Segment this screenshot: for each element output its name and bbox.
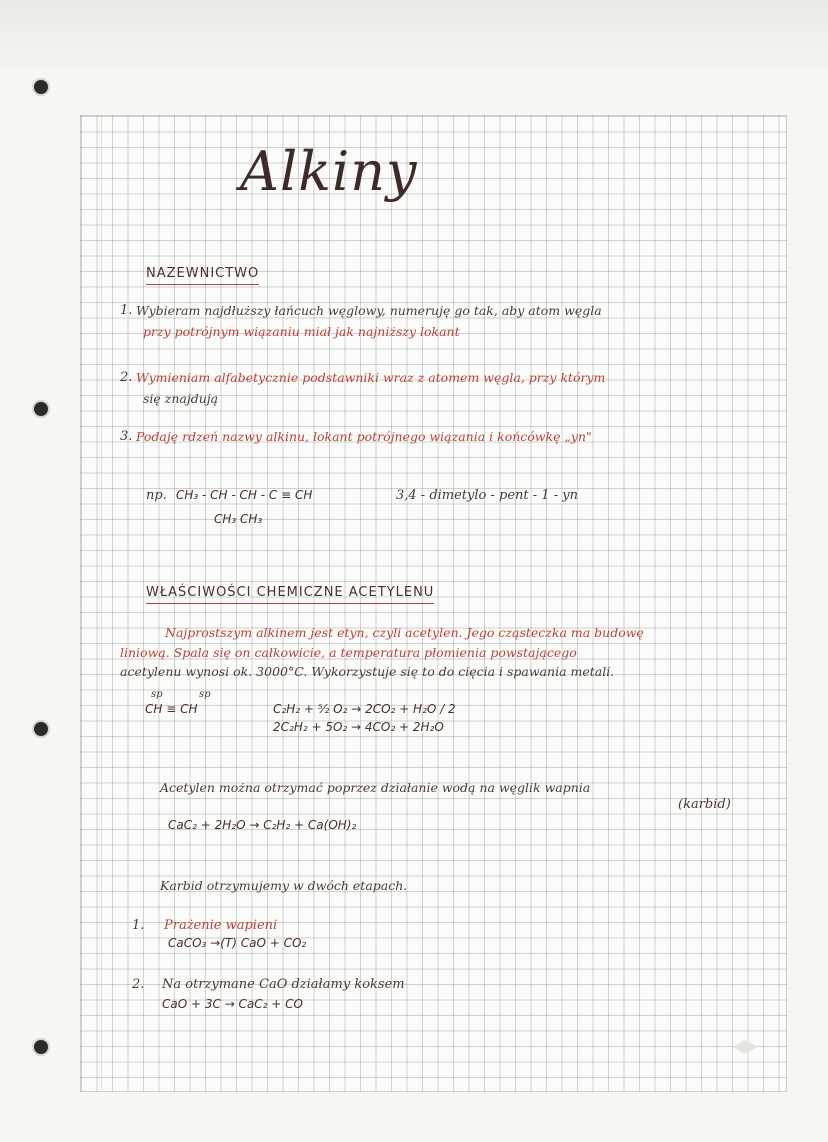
rule-number: 1. <box>120 303 133 318</box>
rule-3-line-1: Podaję rdzeń nazwy alkinu, lokant potrójnego wiązania i końcówkę „yn" <box>136 429 592 444</box>
page-top-band <box>0 0 828 70</box>
example-formula: CH₃ - CH - CH - C ≡ CH <box>176 488 313 502</box>
rule-1-line-1: Wybieram najdłuższy łańcuch węglowy, numeruję go tak, aby atom węgla <box>136 303 602 318</box>
step-number: 2. <box>132 977 145 992</box>
combustion-reaction-1: C₂H₂ + ⁵⁄₂ O₂ → 2CO₂ + H₂O / 2 <box>273 702 456 716</box>
section-heading-properties: WŁAŚCIWOŚCI CHEMICZNE ACETYLENU <box>146 585 435 600</box>
example-prefix: np. <box>146 488 167 503</box>
rule-number: 2. <box>120 370 133 385</box>
acetylene-production-line: Acetylen można otrzymać poprzez działanie wodą na węglik wapnia <box>160 780 591 795</box>
punch-hole <box>34 1040 48 1054</box>
punch-hole <box>34 80 48 94</box>
step-2-reaction: CaO + 3C → CaC₂ + CO <box>162 997 303 1011</box>
paragraph-line-1: Najprostszym alkinem jest etyn, czyli acetylen. Jego cząsteczka ma budowę <box>165 625 644 640</box>
hybridization-label: sp <box>151 689 163 700</box>
margin-line <box>101 115 102 1090</box>
rule-1-line-2: przy potrójnym wiązaniu miał jak najniższy lokant <box>143 324 460 339</box>
acetylene-production-note: (karbid) <box>678 797 731 812</box>
rule-2-line-1: Wymieniam alfabetycznie podstawniki wraz z atomem węgla, przy którym <box>136 370 606 385</box>
punch-hole <box>34 402 48 416</box>
carbide-reaction: CaC₂ + 2H₂O → C₂H₂ + Ca(OH)₂ <box>168 818 357 832</box>
combustion-reaction-2: 2C₂H₂ + 5O₂ → 4CO₂ + 2H₂O <box>273 720 444 734</box>
step-1-title: Prażenie wapieni <box>164 918 278 933</box>
punch-hole <box>34 722 48 736</box>
example-substituents: CH₃ CH₃ <box>214 512 263 526</box>
rule-number: 3. <box>120 429 133 444</box>
step-number: 1. <box>132 918 145 933</box>
step-1-reaction: CaCO₃ →(T) CaO + CO₂ <box>168 936 307 950</box>
step-2-title: Na otrzymane CaO działamy koksem <box>162 977 405 992</box>
page-title: Alkiny <box>240 140 418 203</box>
paragraph-line-2: liniową. Spala się on całkowicie, a temperatura płomienia powstającego <box>120 645 577 660</box>
section-heading-nomenclature: NAZEWNICTWO <box>146 266 260 281</box>
acetylene-structure: CH ≡ CH <box>145 702 198 716</box>
carbide-intro: Karbid otrzymujemy w dwóch etapach. <box>160 878 408 893</box>
example-name: 3,4 - dimetylo - pent - 1 - yn <box>396 488 578 503</box>
rule-2-line-2: się znajdują <box>143 391 219 406</box>
paragraph-line-3: acetylenu wynosi ok. 3000°C. Wykorzystuje się to do cięcia i spawania metali. <box>120 664 615 679</box>
hybridization-label: sp <box>199 689 211 700</box>
